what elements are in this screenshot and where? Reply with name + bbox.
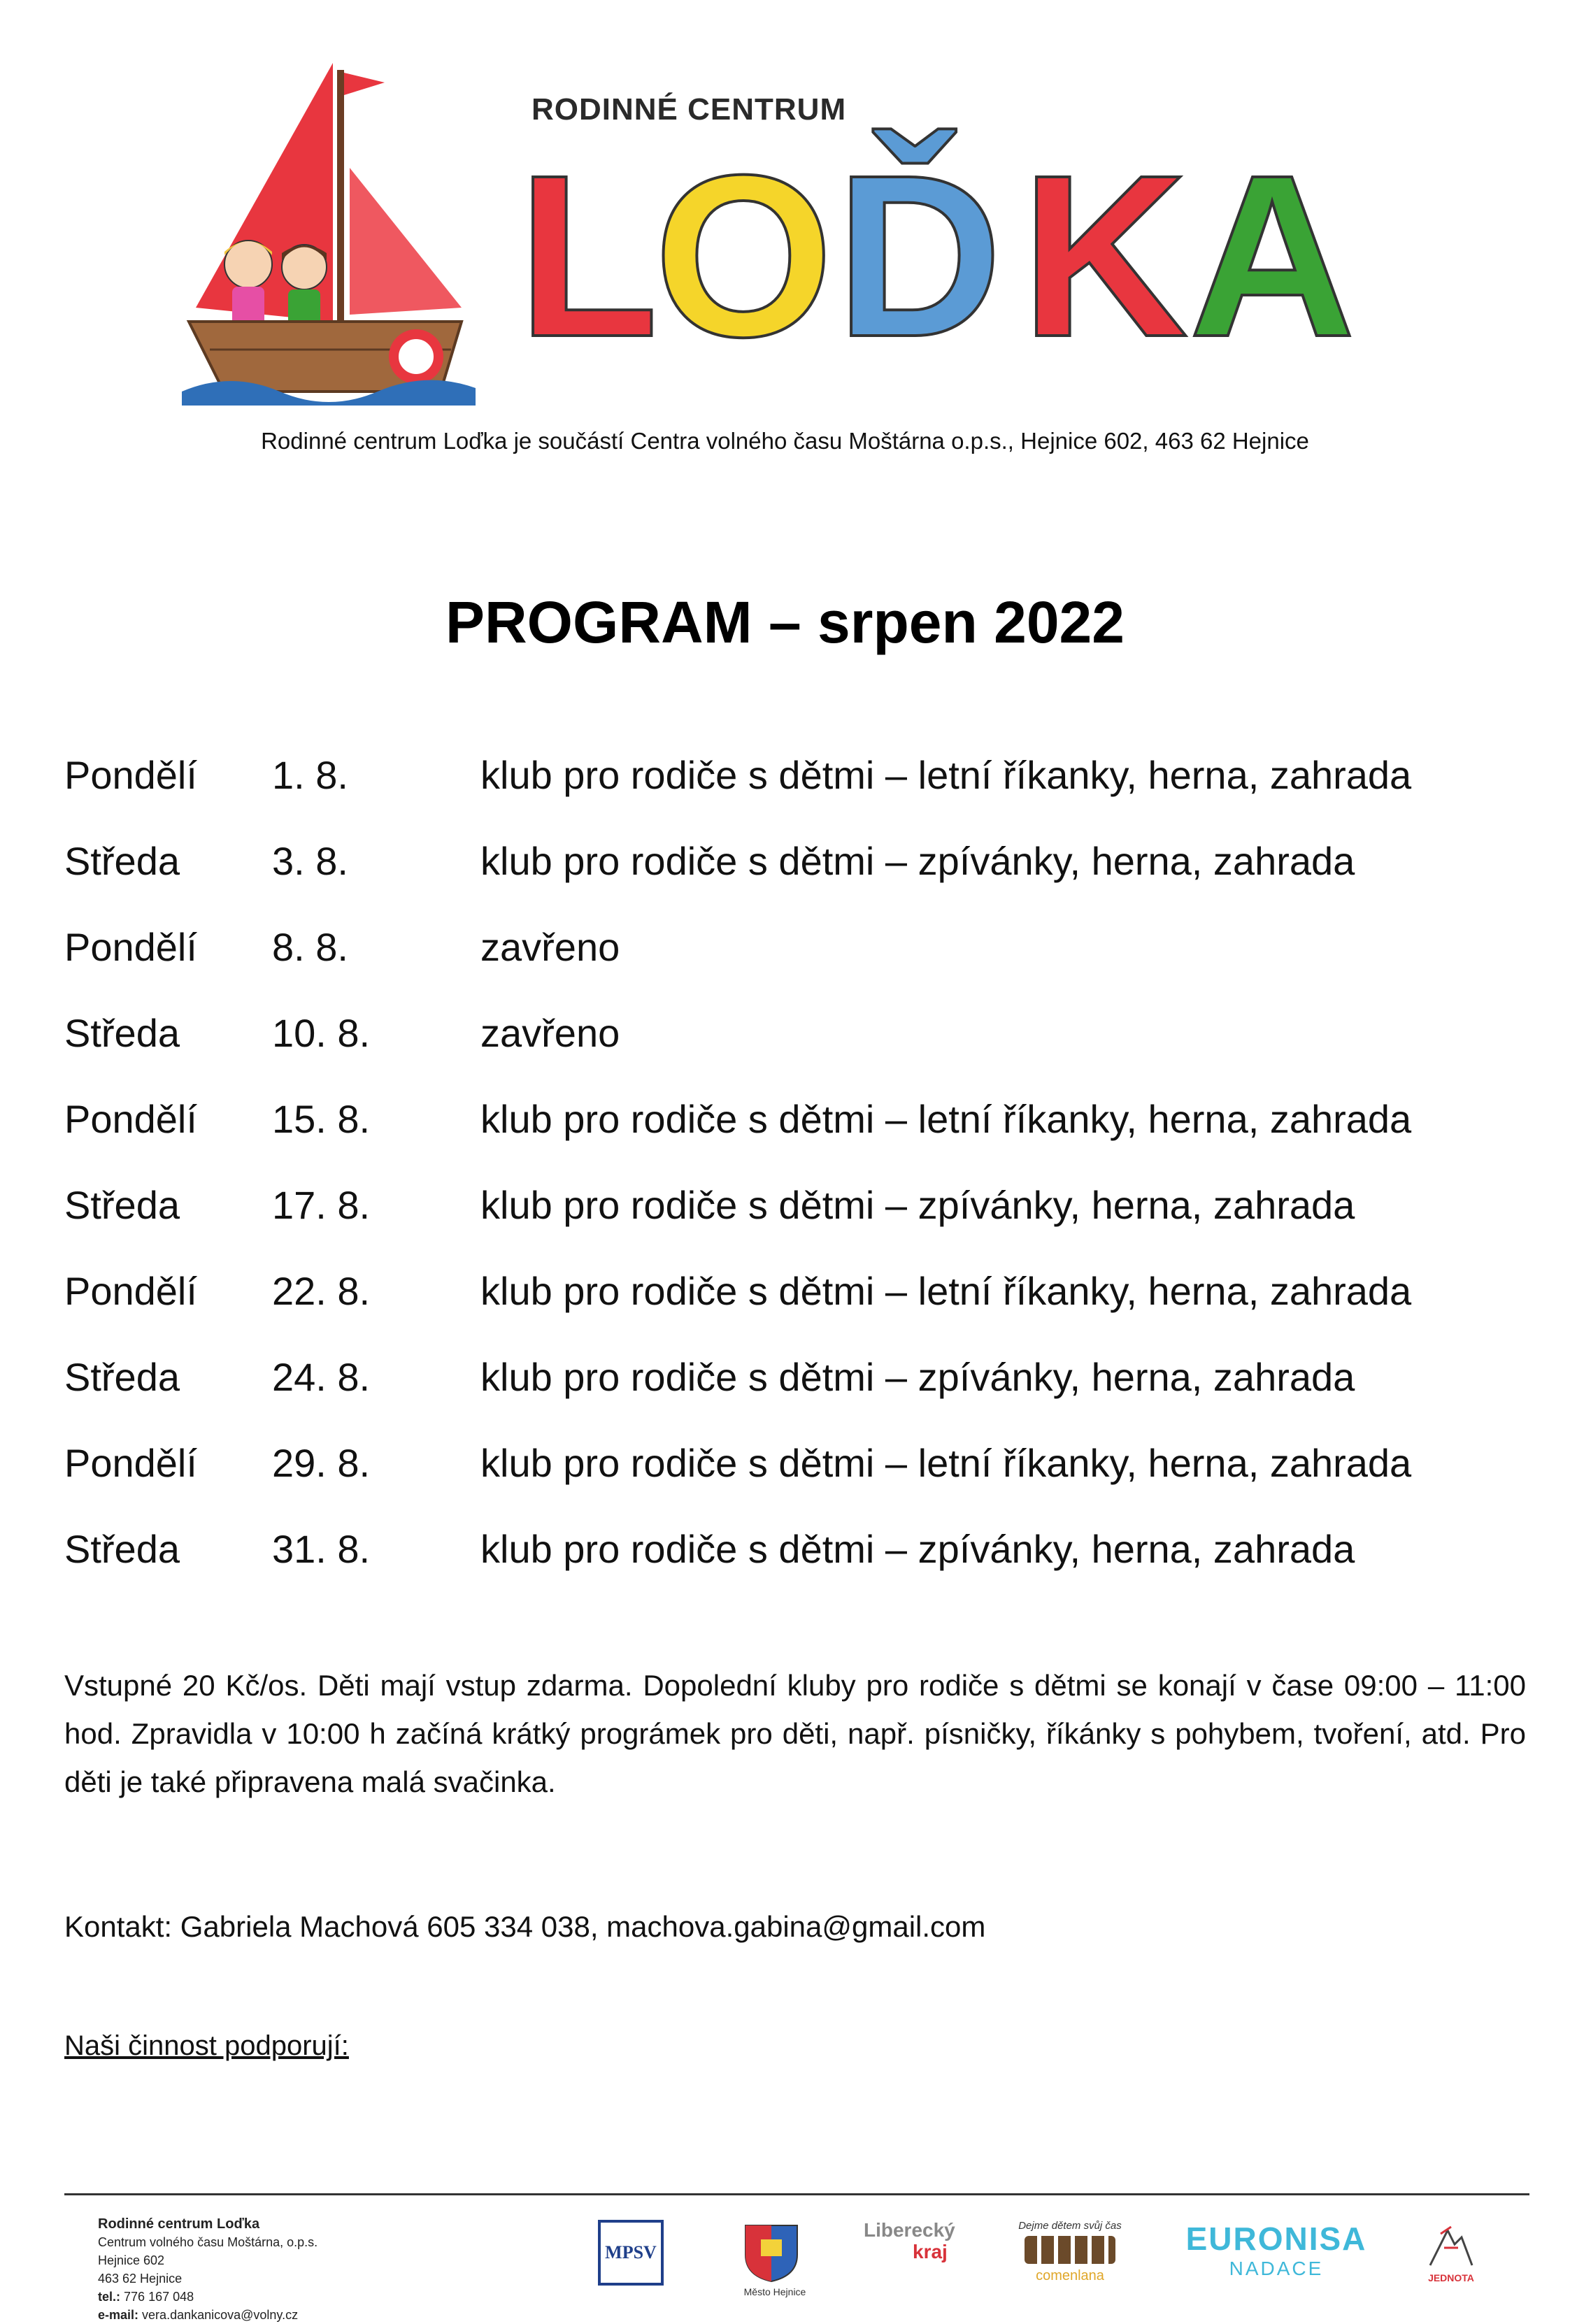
program-day: Pondělí <box>64 925 197 969</box>
children-figures-icon <box>1025 2236 1115 2264</box>
mpsv-logo <box>598 2220 668 2304</box>
brand-letter-d: Ď <box>836 127 1003 378</box>
program-row <box>64 1354 1533 1440</box>
program-date: 1. 8. <box>272 753 348 797</box>
mountain-icon <box>1427 2220 1476 2269</box>
admission-note: Vstupné 20 Kč/os. Děti mají vstup zdarma. Dopolední kluby pro rodiče s dětmi se konají v čase 09:00 – 11:00 hod. Zpravidla v 10:00 h začíná krátký prográmek pro děti, např. písničky, říkánky s pohybem, tvoření, atd. Pro děti je také připravena malá svačinka. <box>64 1669 1526 1798</box>
program-day: Středa <box>64 839 180 883</box>
program-day: Pondělí <box>64 753 197 797</box>
brand-letter-l: L <box>518 127 659 378</box>
program-activity: klub pro rodiče s dětmi – letní říkanky, herna, zahrada <box>480 1441 1412 1485</box>
program-row <box>64 1182 1533 1268</box>
footer-phone-label: tel.: <box>98 2290 121 2304</box>
program-row <box>64 1010 1533 1096</box>
brand-wordmark-lodka <box>518 126 1427 378</box>
supporters-heading: Naši činnost podporují: <box>64 2030 349 2061</box>
liberecky-label: Liberecký <box>864 2219 955 2241</box>
euronisa-logo <box>1182 2220 1371 2304</box>
brand-subtitle: RODINNÉ CENTRUM <box>531 92 847 127</box>
comenlana-logo <box>1011 2220 1129 2304</box>
program-row <box>64 1526 1533 1612</box>
program-day: Středa <box>64 1355 180 1399</box>
coat-of-arms-icon <box>740 2220 803 2283</box>
mpsv-logo-text: MPSV <box>598 2220 664 2286</box>
brand-letter-o: O <box>654 127 834 378</box>
program-date: 24. 8. <box>272 1355 371 1399</box>
mesto-hejnice-logo <box>740 2220 810 2304</box>
footer-divider <box>64 2193 1529 2195</box>
footer-org-name: Rodinné centrum Loďka <box>98 2216 260 2232</box>
program-date: 31. 8. <box>272 1527 371 1571</box>
footer-email <box>98 2306 317 2324</box>
program-row <box>64 924 1533 1010</box>
program-row <box>64 752 1533 838</box>
program-list <box>64 752 1533 1612</box>
kraj-label: kraj <box>913 2241 948 2262</box>
mesto-hejnice-label: Město Hejnice <box>743 2286 806 2297</box>
program-date: 22. 8. <box>272 1269 371 1313</box>
dejme-label: Dejme dětem svůj čas <box>1018 2220 1122 2232</box>
euronisa-label: EURONISA <box>1185 2221 1367 2257</box>
page-title: PROGRAM – srpen 2022 <box>445 589 1125 655</box>
program-date: 10. 8. <box>272 1011 371 1055</box>
program-activity: zavřeno <box>480 1011 620 1055</box>
program-activity: klub pro rodiče s dětmi – letní říkanky, herna, zahrada <box>480 1097 1412 1141</box>
contact-line: Kontakt: Gabriela Machová 605 334 038, machova.gabina@gmail.com <box>64 1910 986 1943</box>
program-row <box>64 1096 1533 1182</box>
footer-phone <box>98 2288 317 2306</box>
footer-org-street: Hejnice 602 <box>98 2253 165 2267</box>
program-activity: klub pro rodiče s dětmi – zpívánky, herna, zahrada <box>480 1355 1355 1399</box>
program-date: 15. 8. <box>272 1097 371 1141</box>
program-date: 29. 8. <box>272 1441 371 1485</box>
program-date: 8. 8. <box>272 925 348 969</box>
program-row <box>64 1440 1533 1526</box>
program-date: 17. 8. <box>272 1183 371 1227</box>
program-day: Pondělí <box>64 1441 197 1485</box>
brand-letter-k: K <box>1021 127 1188 378</box>
program-row <box>64 838 1533 924</box>
footer-org-line: Centrum volného času Moštárna, o.p.s. <box>98 2235 318 2249</box>
program-day: Pondělí <box>64 1097 197 1141</box>
program-date: 3. 8. <box>272 839 348 883</box>
nadace-label: NADACE <box>1229 2258 1324 2279</box>
tagline: Rodinné centrum Loďka je součástí Centra volného času Moštárna o.p.s., Hejnice 602, 463 62 Hejnice <box>261 428 1309 454</box>
liberecky-kraj-logo <box>864 2220 976 2304</box>
program-day: Pondělí <box>64 1269 197 1313</box>
brand-letter-a: A <box>1189 127 1356 378</box>
program-activity: klub pro rodiče s dětmi – letní říkanky, herna, zahrada <box>480 1269 1412 1313</box>
program-activity: klub pro rodiče s dětmi – letní říkanky, herna, zahrada <box>480 753 1412 797</box>
program-activity: klub pro rodiče s dětmi – zpívánky, herna, zahrada <box>480 1183 1355 1227</box>
program-activity: klub pro rodiče s dětmi – zpívánky, herna, zahrada <box>480 1527 1355 1571</box>
footer-email-value: vera.dankanicova@volny.cz <box>142 2308 299 2322</box>
program-day: Středa <box>64 1183 180 1227</box>
comenlana-label: comenlana <box>1036 2268 1104 2283</box>
footer-organization <box>98 2215 317 2324</box>
boat-logo-illustration <box>182 42 476 406</box>
program-day: Středa <box>64 1011 180 1055</box>
jednota-logo <box>1420 2220 1483 2304</box>
footer-email-label: e-mail: <box>98 2308 139 2322</box>
program-row <box>64 1268 1533 1354</box>
jednota-label: JEDNOTA <box>1428 2272 1474 2283</box>
footer-org-city: 463 62 Hejnice <box>98 2272 183 2286</box>
program-day: Středa <box>64 1527 180 1571</box>
program-activity: zavřeno <box>480 925 620 969</box>
footer-phone-value: 776 167 048 <box>124 2290 194 2304</box>
program-activity: klub pro rodiče s dětmi – zpívánky, herna, zahrada <box>480 839 1355 883</box>
